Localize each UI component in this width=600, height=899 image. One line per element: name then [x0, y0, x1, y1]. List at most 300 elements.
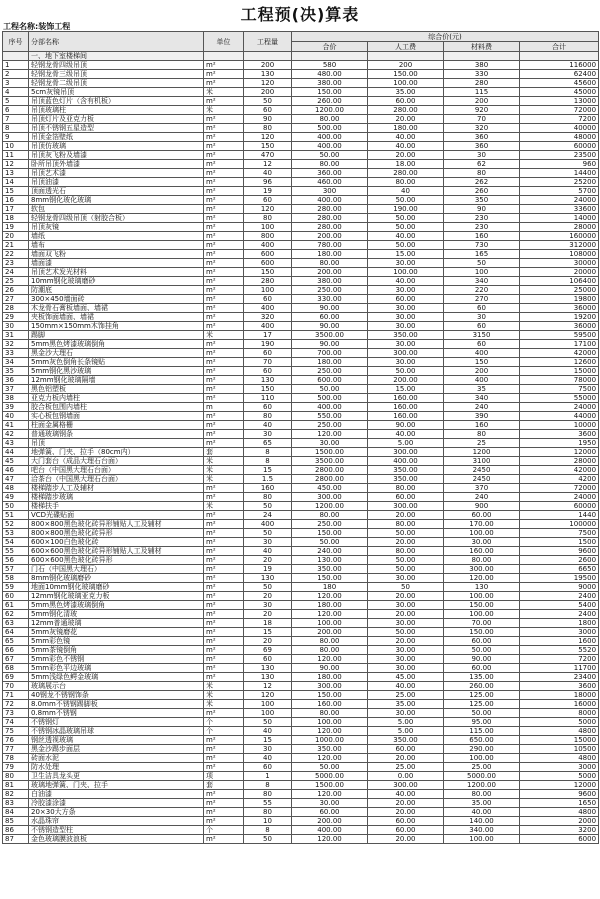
- cell-unit: 米: [204, 691, 244, 700]
- cell-price: 600.00: [292, 376, 368, 385]
- cell-name: 地弹簧、门夹、拉手（80cm内）: [29, 448, 204, 457]
- cell-unit: m²: [204, 376, 244, 385]
- cell-price: 1200.00: [292, 106, 368, 115]
- cell-qty: 30: [244, 430, 292, 439]
- cell-price: 350.00: [292, 565, 368, 574]
- cell-no: 34: [3, 358, 29, 367]
- cell-no: 46: [3, 466, 29, 475]
- cell-no: 80: [3, 772, 29, 781]
- cell-no: 4: [3, 88, 29, 97]
- cell-price: 100.00: [292, 718, 368, 727]
- cell-no: 44: [3, 448, 29, 457]
- cell-labor: 50.00: [368, 196, 444, 205]
- cell-price: 50.00: [292, 763, 368, 772]
- cell-qty: 96: [244, 178, 292, 187]
- cell-unit: m²: [204, 583, 244, 592]
- table-row: [3, 421, 599, 430]
- cell-labor: 20.00: [368, 808, 444, 817]
- cell-labor: 100.00: [368, 79, 444, 88]
- cell-name: 10mm钢化玻璃磨砂: [29, 277, 204, 286]
- cell-material: 400: [444, 376, 520, 385]
- cell-unit: m²: [204, 547, 244, 556]
- cell-labor: 150.00: [368, 70, 444, 79]
- cell-total: 116000: [520, 61, 599, 70]
- table-row: [3, 205, 599, 214]
- cell-price: 250.00: [292, 520, 368, 529]
- cell-unit: m²: [204, 349, 244, 358]
- cell-unit: m²: [204, 214, 244, 223]
- cell-name: 黑金沙大理石: [29, 349, 204, 358]
- cell-labor: 280.00: [368, 106, 444, 115]
- cell-material: 280: [444, 79, 520, 88]
- cell-unit: m²: [204, 313, 244, 322]
- cell-qty: 50: [244, 97, 292, 106]
- cell-name: 吊顶蓝色灯片（含有机板）: [29, 97, 204, 106]
- cell-labor: 60.00: [368, 826, 444, 835]
- cell-no: 52: [3, 520, 29, 529]
- table-row: [3, 826, 599, 835]
- table-row: [3, 511, 599, 520]
- cell-name: 吊顶油漆: [29, 178, 204, 187]
- cell-price: 280.00: [292, 214, 368, 223]
- cell-labor: 20.00: [368, 754, 444, 763]
- cell-qty: 400: [244, 241, 292, 250]
- cell-unit: m²: [204, 556, 244, 565]
- cell-qty: 120: [244, 691, 292, 700]
- cell-total: 45000: [520, 88, 599, 97]
- cell-labor: 20.00: [368, 592, 444, 601]
- cell-no: 73: [3, 709, 29, 718]
- cell-no: 27: [3, 295, 29, 304]
- cell-labor: 30.00: [368, 601, 444, 610]
- cell-price: 2800.00: [292, 466, 368, 475]
- cell-labor: 30.00: [368, 322, 444, 331]
- cell-material: 30: [444, 151, 520, 160]
- cell-name: 300×450墙面砖: [29, 295, 204, 304]
- table-row: [3, 628, 599, 637]
- table-row: [3, 520, 599, 529]
- table-row: [3, 763, 599, 772]
- cell-qty: 130: [244, 664, 292, 673]
- cell-material: 60: [444, 322, 520, 331]
- cell-qty: 60: [244, 367, 292, 376]
- table-row: [3, 799, 599, 808]
- cell-qty: 80: [244, 790, 292, 799]
- cell-total: 6000: [520, 835, 599, 844]
- cell-price: 80.00: [292, 646, 368, 655]
- cell-name: 20×30大方条: [29, 808, 204, 817]
- cell-qty: 280: [244, 277, 292, 286]
- cell-material: 170.00: [444, 520, 520, 529]
- header-name: 分部名称: [29, 32, 204, 52]
- cell-qty: 400: [244, 304, 292, 313]
- cell-name: 大门套台（成品大理石台面）: [29, 457, 204, 466]
- cell-name: 吊顶: [29, 439, 204, 448]
- cell-material: 30: [444, 313, 520, 322]
- cell-price: 130.00: [292, 556, 368, 565]
- cell-no: 83: [3, 799, 29, 808]
- table-row: [3, 781, 599, 790]
- table-row: [3, 277, 599, 286]
- cell-qty: 800: [244, 232, 292, 241]
- cell-material: 1200: [444, 448, 520, 457]
- cell-qty: 40: [244, 169, 292, 178]
- cell-qty: 40: [244, 727, 292, 736]
- cell-total: 5400: [520, 601, 599, 610]
- cell-total: 19800: [520, 295, 599, 304]
- cell-price: 580: [292, 61, 368, 70]
- cell-qty: 19: [244, 565, 292, 574]
- table-header: [3, 32, 599, 52]
- cell-unit: m²: [204, 340, 244, 349]
- cell-qty: 80: [244, 124, 292, 133]
- cell-qty: 12: [244, 160, 292, 169]
- cell-material: 330: [444, 70, 520, 79]
- cell-unit: m²: [204, 637, 244, 646]
- cell-price: 120.00: [292, 592, 368, 601]
- cell-total: 72000: [520, 484, 599, 493]
- cell-no: 49: [3, 493, 29, 502]
- cell-labor: 5.00: [368, 718, 444, 727]
- table-row: [3, 439, 599, 448]
- cell-labor: 18.00: [368, 160, 444, 169]
- cell-no: 40: [3, 412, 29, 421]
- cell-total: 42000: [520, 349, 599, 358]
- cell-unit: m²: [204, 142, 244, 151]
- cell-no: 11: [3, 151, 29, 160]
- cell-material: 380: [444, 61, 520, 70]
- cell-no: 7: [3, 115, 29, 124]
- cell-name: 吊顶不锈钢五星造型: [29, 124, 204, 133]
- cell-labor: 40.00: [368, 232, 444, 241]
- cell-name: 墙纸: [29, 232, 204, 241]
- cell-unit: m²: [204, 70, 244, 79]
- cell-unit: m²: [204, 628, 244, 637]
- cell-labor: 40.00: [368, 682, 444, 691]
- cell-unit: m²: [204, 601, 244, 610]
- table-row: [3, 538, 599, 547]
- cell-labor: 40.00: [368, 133, 444, 142]
- cell-unit: m²: [204, 286, 244, 295]
- cell-labor: 20.00: [368, 151, 444, 160]
- cell-qty: 10: [244, 817, 292, 826]
- cell-qty: 19: [244, 187, 292, 196]
- cell-qty: 400: [244, 322, 292, 331]
- cell-total: 11700: [520, 664, 599, 673]
- cell-no: 61: [3, 601, 29, 610]
- cell-name: 冷胶漆涂漆: [29, 799, 204, 808]
- cell-qty: 1: [244, 772, 292, 781]
- cell-unit: m²: [204, 97, 244, 106]
- cell-no: 53: [3, 529, 29, 538]
- cell-total: 100000: [520, 520, 599, 529]
- cell-material: 400: [444, 349, 520, 358]
- cell-name: 800×800黑色玻化砖异形铺贴人工及辅材: [29, 520, 204, 529]
- cell-total: 33600: [520, 205, 599, 214]
- cell-price: 80.00: [292, 709, 368, 718]
- cell-material: 140.00: [444, 817, 520, 826]
- cell-total: 15000: [520, 736, 599, 745]
- budget-table: [2, 31, 599, 844]
- table-row: [3, 160, 599, 169]
- table-row: [3, 124, 599, 133]
- cell-unit: 个: [204, 727, 244, 736]
- cell-qty: 110: [244, 394, 292, 403]
- cell-unit: m²: [204, 169, 244, 178]
- cell-labor: 60.00: [368, 97, 444, 106]
- cell-name: 黑金沙踢步面层: [29, 745, 204, 754]
- cell-unit: 米: [204, 502, 244, 511]
- cell-unit: m²: [204, 574, 244, 583]
- cell-price: 1500.00: [292, 448, 368, 457]
- cell-price: 380.00: [292, 277, 368, 286]
- table-row: [3, 187, 599, 196]
- cell-qty: 20: [244, 592, 292, 601]
- table-row: [3, 610, 599, 619]
- cell-total: 40000: [520, 124, 599, 133]
- cell-name: 胶合板包围内墙柱: [29, 403, 204, 412]
- cell-qty: 20: [244, 637, 292, 646]
- cell-price: 3500.00: [292, 331, 368, 340]
- cell-price: 180.00: [292, 250, 368, 259]
- cell-unit: 个: [204, 718, 244, 727]
- cell-no: 39: [3, 403, 29, 412]
- cell-name: 柱面金属格栅: [29, 421, 204, 430]
- cell-unit: m²: [204, 412, 244, 421]
- cell-labor: 280.00: [368, 169, 444, 178]
- table-row: [3, 412, 599, 421]
- table-row: [3, 115, 599, 124]
- cell-material: 260: [444, 187, 520, 196]
- table-row: [3, 772, 599, 781]
- cell-price: 180.00: [292, 601, 368, 610]
- cell-name: 5cm灰镜吊顶: [29, 88, 204, 97]
- cell-total: 24000: [520, 493, 599, 502]
- cell-no: 85: [3, 817, 29, 826]
- cell-material: 900: [444, 502, 520, 511]
- cell-qty: 80: [244, 412, 292, 421]
- cell-price: 150.00: [292, 691, 368, 700]
- cell-material: 25: [444, 439, 520, 448]
- cell-labor: 20.00: [368, 637, 444, 646]
- cell-labor: 50.00: [368, 565, 444, 574]
- table-row: [3, 151, 599, 160]
- cell-material: 100.00: [444, 754, 520, 763]
- cell-unit: 米: [204, 106, 244, 115]
- table-row: [3, 565, 599, 574]
- cell-material: 3100: [444, 457, 520, 466]
- cell-qty: 60: [244, 349, 292, 358]
- cell-qty: 150: [244, 268, 292, 277]
- cell-price: 30.00: [292, 439, 368, 448]
- cell-total: 23400: [520, 673, 599, 682]
- cell-name: 卧所吊顶外墙漆: [29, 160, 204, 169]
- cell-price: 3500.00: [292, 457, 368, 466]
- cell-no: 60: [3, 592, 29, 601]
- cell-total: 24000: [520, 196, 599, 205]
- cell-unit: m²: [204, 295, 244, 304]
- cell-labor: 20.00: [368, 511, 444, 520]
- cell-name: 玻璃地弹簧、门夹、拉手: [29, 781, 204, 790]
- table-row: [3, 529, 599, 538]
- cell-qty: 600: [244, 250, 292, 259]
- cell-no: 15: [3, 187, 29, 196]
- cell-total: 36000: [520, 304, 599, 313]
- cell-labor: 25.00: [368, 763, 444, 772]
- cell-price: 100.00: [292, 619, 368, 628]
- cell-price: 90.00: [292, 304, 368, 313]
- cell-labor: 60.00: [368, 817, 444, 826]
- cell-material: 650.00: [444, 736, 520, 745]
- cell-no: 66: [3, 646, 29, 655]
- cell-labor: 30.00: [368, 709, 444, 718]
- cell-total: 1950: [520, 439, 599, 448]
- cell-no: 25: [3, 277, 29, 286]
- cell-unit: m²: [204, 808, 244, 817]
- table-row: [3, 403, 599, 412]
- cell-unit: m²: [204, 799, 244, 808]
- cell-total: 7200: [520, 115, 599, 124]
- cell-labor: 5.00: [368, 727, 444, 736]
- cell-material: 40.00: [444, 808, 520, 817]
- cell-name: 墙布: [29, 241, 204, 250]
- cell-qty: 600: [244, 259, 292, 268]
- cell-no: 18: [3, 214, 29, 223]
- cell-labor: 30.00: [368, 574, 444, 583]
- cell-qty: 17: [244, 331, 292, 340]
- cell-unit: m²: [204, 160, 244, 169]
- cell-qty: 1.5: [244, 475, 292, 484]
- table-row: [3, 322, 599, 331]
- cell-labor: 60.00: [368, 745, 444, 754]
- cell-no: 56: [3, 556, 29, 565]
- cell-material: 5000.00: [444, 772, 520, 781]
- cell-no: 35: [3, 367, 29, 376]
- cell-qty: 100: [244, 700, 292, 709]
- cell-name: 墙面漆: [29, 259, 204, 268]
- cell-no: 2: [3, 70, 29, 79]
- cell-unit: m²: [204, 367, 244, 376]
- table-row: [3, 268, 599, 277]
- cell-unit: 米: [204, 475, 244, 484]
- table-row: [3, 583, 599, 592]
- cell-total: 7200: [520, 655, 599, 664]
- cell-total: 19200: [520, 313, 599, 322]
- cell-unit: m²: [204, 358, 244, 367]
- cell-unit: m²: [204, 817, 244, 826]
- table-row: [3, 394, 599, 403]
- cell-material: 150.00: [444, 601, 520, 610]
- cell-no: 59: [3, 583, 29, 592]
- table-row: [3, 97, 599, 106]
- cell-total: 9600: [520, 790, 599, 799]
- cell-price: 150.00: [292, 574, 368, 583]
- cell-price: 90.00: [292, 664, 368, 673]
- cell-name: 水晶珠帘: [29, 817, 204, 826]
- cell-total: 28000: [520, 223, 599, 232]
- category-row: [3, 52, 599, 61]
- cell-price: 180.00: [292, 358, 368, 367]
- cell-unit: 米: [204, 466, 244, 475]
- cell-name: 楼梯扶手: [29, 502, 204, 511]
- table-row: [3, 376, 599, 385]
- table-row: [3, 664, 599, 673]
- cell-price: 60.00: [292, 808, 368, 817]
- cell-unit: 米: [204, 331, 244, 340]
- cell-price: 120.00: [292, 655, 368, 664]
- cell-name: 轻钢龙骨四级吊顶: [29, 61, 204, 70]
- table-row: [3, 295, 599, 304]
- cell-total: 72000: [520, 106, 599, 115]
- cell-unit: m²: [204, 484, 244, 493]
- cell-unit: m²: [204, 232, 244, 241]
- cell-price: 330.00: [292, 295, 368, 304]
- cell-price: 300.00: [292, 682, 368, 691]
- cell-qty: 60: [244, 295, 292, 304]
- cell-unit: 套: [204, 781, 244, 790]
- cell-labor: 160.00: [368, 412, 444, 421]
- cell-unit: m²: [204, 493, 244, 502]
- cell-price: 360.00: [292, 169, 368, 178]
- cell-price: 50.00: [292, 538, 368, 547]
- cell-total: 4200: [520, 475, 599, 484]
- cell-total: 3000: [520, 763, 599, 772]
- table-row: [3, 736, 599, 745]
- cell-qty: 50: [244, 529, 292, 538]
- cell-price: 1200.00: [292, 502, 368, 511]
- cell-unit: m²: [204, 241, 244, 250]
- cell-price: 200.00: [292, 232, 368, 241]
- table-row: [3, 835, 599, 844]
- cell-qty: 470: [244, 151, 292, 160]
- cell-total: 9000: [520, 583, 599, 592]
- cell-unit: 米: [204, 700, 244, 709]
- cell-price: 1500.00: [292, 781, 368, 790]
- cell-name: 5mm钢化黑沙玻璃: [29, 367, 204, 376]
- cell-no: 14: [3, 178, 29, 187]
- cell-name: 墙面双飞粉: [29, 250, 204, 259]
- cell-qty: 30: [244, 745, 292, 754]
- cell-price: 120.00: [292, 430, 368, 439]
- cell-price: 60.00: [292, 313, 368, 322]
- cell-price: 180.00: [292, 673, 368, 682]
- cell-material: 370: [444, 484, 520, 493]
- cell-no: 65: [3, 637, 29, 646]
- cell-material: 350: [444, 196, 520, 205]
- cell-labor: 300.00: [368, 781, 444, 790]
- cell-name: 不锈钢造型柱: [29, 826, 204, 835]
- cell-qty: 80: [244, 808, 292, 817]
- cell-labor: 190.00: [368, 205, 444, 214]
- cell-qty: 40: [244, 754, 292, 763]
- cell-material: 2450: [444, 475, 520, 484]
- table-row: [3, 286, 599, 295]
- cell-material: 150: [444, 358, 520, 367]
- cell-total: 60000: [520, 502, 599, 511]
- table-row: [3, 691, 599, 700]
- cell-unit: m²: [204, 664, 244, 673]
- cell-material: 115: [444, 88, 520, 97]
- cell-labor: 100.00: [368, 268, 444, 277]
- table-row: [3, 88, 599, 97]
- cell-no: 31: [3, 331, 29, 340]
- cell-no: 28: [3, 304, 29, 313]
- cell-total: 5000: [520, 772, 599, 781]
- cell-name: 轻钢龙骨三级吊顶: [29, 70, 204, 79]
- cell-labor: 30.00: [368, 313, 444, 322]
- cell-price: 50.00: [292, 151, 368, 160]
- cell-name: 12mm钢化玻璃隔墙: [29, 376, 204, 385]
